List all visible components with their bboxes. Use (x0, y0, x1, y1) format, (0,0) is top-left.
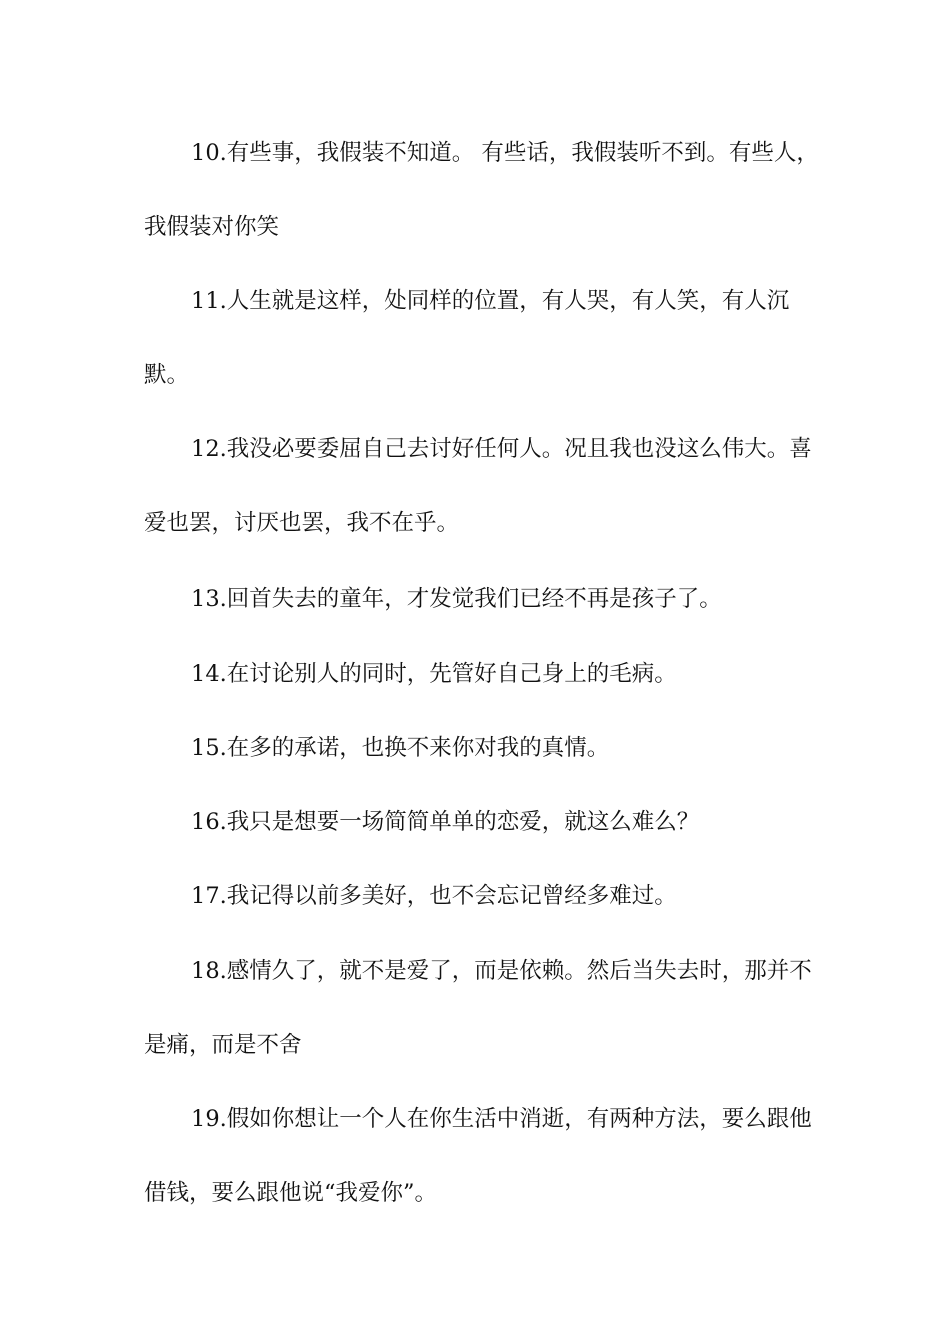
paragraph-15: 15.在多的承诺，也换不来你对我的真情。 (191, 735, 610, 761)
paragraph-14: 14.在讨论别人的同时，先管好自己身上的毛病。 (191, 661, 677, 687)
paragraph-18: 18.感情久了，就不是爱了，而是依赖。然后当失去时，那并不是痛，而是不舍 (144, 958, 812, 1058)
paragraph-16: 16.我只是想要一场简简单单的恋爱，就这么难么？ (191, 809, 700, 835)
paragraph-13: 13.回首失去的童年，才发觉我们已经不再是孩子了。 (191, 586, 722, 612)
paragraph-12: 12.我没必要委屈自己去讨好任何人。况且我也没这么伟大。喜爱也罢，讨厌也罢，我不在乎。 (144, 436, 812, 536)
paragraph-19: 19.假如你想让一个人在你生活中消逝，有两种方法，要么跟他借钱，要么跟他说“我爱你”。 (144, 1106, 812, 1206)
paragraph-10: 10.有些事，我假装不知道。 有些话，我假装听不到。有些人，我假装对你笑 (144, 140, 819, 240)
paragraph-17: 17.我记得以前多美好，也不会忘记曾经多难过。 (191, 883, 677, 909)
paragraph-11: 11.人生就是这样，处同样的位置，有人哭，有人笑，有人沉默。 (144, 288, 790, 388)
